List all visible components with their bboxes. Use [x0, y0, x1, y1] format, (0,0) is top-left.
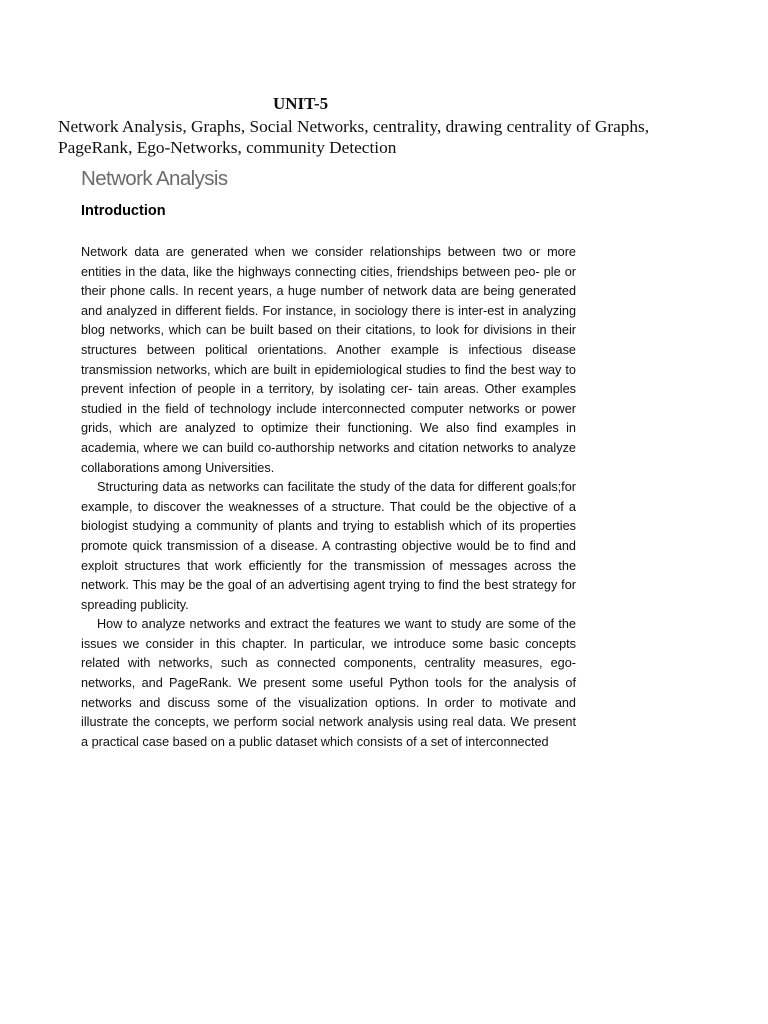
section-heading: Network Analysis — [81, 167, 228, 190]
sub-heading: Introduction — [81, 203, 166, 219]
body-text — [81, 243, 576, 752]
unit-title: UNIT-5 — [273, 94, 329, 113]
paragraph: Structuring data as networks can facilitate the study of the data for different goals;for example, to discover the weaknesses of a structure. That could be the objective of a biologist studying a community of plants and trying to establish which of its properties promote quick transmission of a disease. A contrasting objective would be to find and exploit structures that work efficiently for the transmission of messages across the network. This may be the goal of an advertising agent trying to find the best strategy for spreading publicity. — [81, 480, 576, 612]
paragraph: Network data are generated when we consider relationships between two or more entities in the data, like the highways connecting cities, friendships between peo- ple or their phone calls. In recent years, a huge number of network data are being generated and analyzed in different fields. For instance, in sociology there is inter-est in analyzing blog networks, which can be built based on their citations, to look for divisions in their structures between political orientations. Another example is infectious disease transmission networks, which are built in epidemiological studies to find the best way to prevent infection of people in a territory, by isolating cer- tain areas. Other examples studied in the field of technology include interconnected computer networks or power grids, which are analyzed to optimize their functioning. We also find examples in academia, where we can build co-authorship networks and citation networks to analyze collaborations among Universities. — [81, 245, 576, 475]
unit-topics: Network Analysis, Graphs, Social Networks, centrality, drawing centrality of Graphs, PageRank, Ego-Networks, community Detection — [58, 117, 650, 157]
paragraph: How to analyze networks and extract the features we want to study are some of the issues we consider in this chapter. In particular, we introduce some basic concepts related with networks, such as connected components, centrality measures, ego-networks, and PageRank. We present some useful Python tools for the analysis of networks and discuss some of the visualization options. In order to motivate and illustrate the concepts, we perform social network analysis using real data. We present a practical case based on a public dataset which consists of a set of interconnected — [81, 617, 576, 749]
